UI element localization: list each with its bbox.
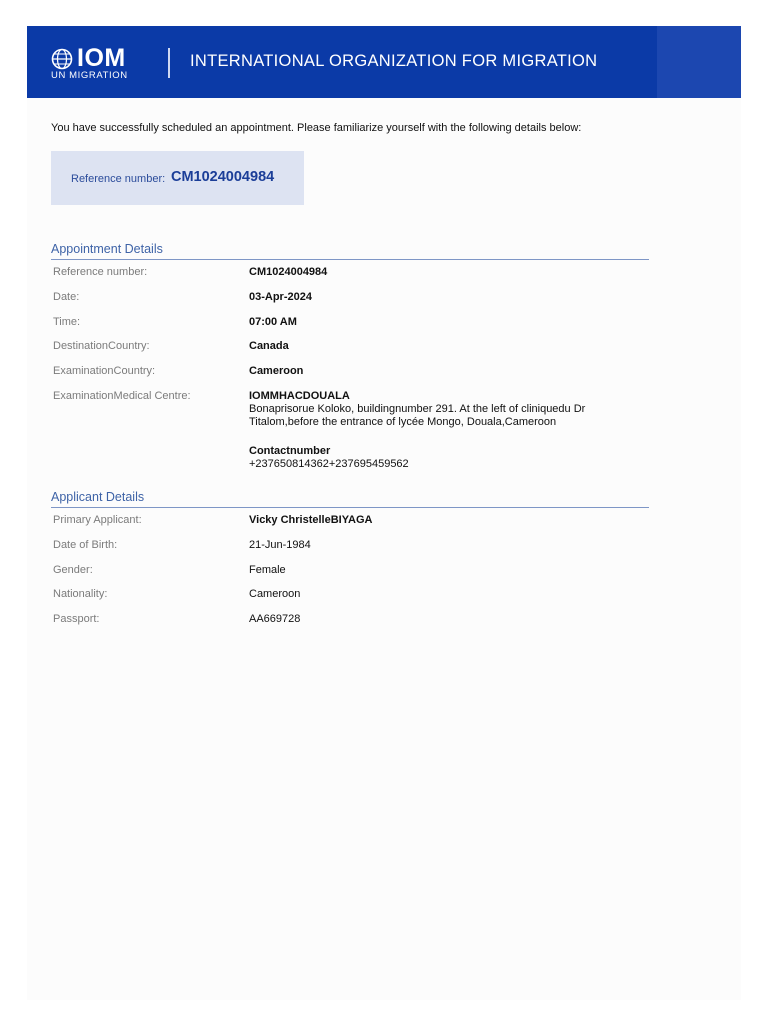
time-label: Time: [53,316,81,328]
examination-country-value: Cameroon [249,365,304,377]
medical-centre-address-line2: Titalom,before the entrance of lycée Mongo, Douala,Cameroon [249,416,557,428]
reference-number-value: CM1024004984 [249,266,328,278]
medical-centre-name: IOMMHACDOUALA [249,390,350,402]
primary-applicant-value: Vicky ChristelleBIYAGA [249,514,373,526]
primary-applicant-label: Primary Applicant: [53,514,142,526]
date-of-birth-label: Date of Birth: [53,539,118,551]
date-value: 03-Apr-2024 [249,291,312,303]
contact-number-value: +237650814362+237695459562 [249,458,409,470]
reference-box [51,151,304,205]
time-value: 07:00 AM [249,316,297,328]
reference-number-label: Reference number: [53,266,148,278]
reference-box-label: Reference number: [71,173,166,185]
passport-value: AA669728 [249,613,301,625]
banner-divider [168,48,170,78]
banner-edge [657,26,741,98]
nationality-label: Nationality: [53,588,108,600]
document-page [27,26,741,1000]
passport-label: Passport: [53,613,100,625]
logo-subtitle: UN MIGRATION [51,70,128,81]
iom-logo [50,46,150,82]
applicant-details-rule [51,507,649,508]
destination-country-value: Canada [249,340,289,352]
gender-label: Gender: [53,564,93,576]
destination-country-label: DestinationCountry: [53,340,150,352]
globe-icon [51,48,73,70]
applicant-details-title: Applicant Details [51,490,145,504]
appointment-details-rule [51,259,649,260]
examination-country-label: ExaminationCountry: [53,365,156,377]
appointment-details-title: Appointment Details [51,242,163,256]
reference-box-value: CM1024004984 [171,169,275,185]
organization-title: INTERNATIONAL ORGANIZATION FOR MIGRATION [190,52,598,70]
date-of-birth-value: 21-Jun-1984 [249,539,311,551]
medical-centre-row [51,390,651,480]
logo-wordmark: IOM [77,44,126,72]
medical-centre-label: ExaminationMedical Centre: [53,390,191,402]
nationality-value: Cameroon [249,588,301,600]
medical-centre-address-line1: Bonaprisorue Koloko, buildingnumber 291. At the left of cliniquedu Dr [249,403,586,415]
date-label: Date: [53,291,80,303]
contact-number-label: Contactnumber [249,445,331,457]
intro-text: You have successfully scheduled an appointment. Please familiarize yourself with the following details below: [51,122,582,134]
gender-value: Female [249,564,286,576]
header-banner [27,26,741,98]
